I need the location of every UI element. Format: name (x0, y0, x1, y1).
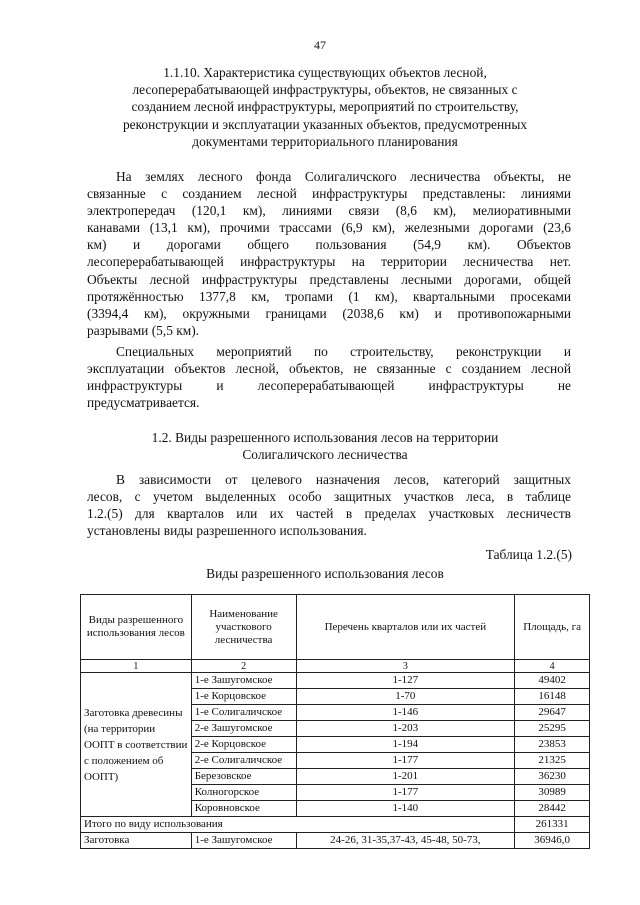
forestry-cell: 1-е Зашугомское (191, 833, 296, 849)
quarters-cell: 1-146 (296, 705, 515, 721)
forestry-cell: 1-е Корцовское (191, 689, 296, 705)
text-line: эксплуатации объектов лесной, объектов, не связанные с созданием лесной (87, 361, 571, 377)
header-area: Площадь, га (515, 595, 590, 660)
area-cell: 25295 (515, 721, 590, 737)
forestry-cell: 1-е Солигаличское (191, 705, 296, 721)
area-cell: 23853 (515, 737, 590, 753)
forestry-cell: Березовское (191, 769, 296, 785)
quarters-cell: 1-140 (296, 801, 515, 817)
text-line: разрывами (5,5 км). (87, 322, 200, 338)
quarters-cell: 1-201 (296, 769, 515, 785)
text-line: (3394,4 км), окружными границами (2038,6 км) и противопожарными (87, 305, 571, 321)
quarters-cell: 1-177 (296, 753, 515, 769)
total-row (81, 817, 590, 833)
header-use-type: Виды разрешенного использования лесов (81, 595, 192, 660)
text-line: Специальных мероприятий по строительству, реконструкции и (116, 344, 571, 359)
section-heading-permitted-use (90, 429, 560, 463)
forestry-cell: 2-е Солигаличское (191, 753, 296, 769)
paragraph-special-measures (87, 343, 571, 411)
column-number: 1 (81, 660, 192, 673)
text-line: км) и дорогами общего пользования (54,9 км). Объектов (87, 237, 571, 253)
heading-line: 1.1.10. Характеристика существующих объектов лесной, (163, 65, 487, 80)
permitted-use-table (80, 594, 590, 849)
forestry-cell: 2-е Корцовское (191, 737, 296, 753)
heading-line: реконструкции и эксплуатации указанных объектов, предусмотренных (122, 116, 528, 132)
table-row (81, 673, 590, 689)
heading-line: 1.2. Виды разрешенного использования лесов на территории (151, 430, 499, 445)
use-type-cell: Заготовка (81, 833, 192, 849)
header-forestry: Наименование участкового лесничества (191, 595, 296, 660)
section-heading-infrastructure (90, 64, 560, 150)
use-type-group-cell: Заготовка древесины (на территории ООПТ в соответствии с положением об ООПТ) (81, 673, 192, 817)
text-line: инфраструктуры и лесоперерабатывающей инфраструктуры не (87, 378, 571, 394)
table-header-row (81, 595, 590, 660)
forestry-cell: 1-е Зашугомское (191, 673, 296, 689)
page-number: 47 (314, 38, 326, 52)
text-line: предусматривается. (87, 395, 200, 411)
table-title: Виды разрешенного использования лесов (206, 566, 444, 581)
quarters-cell: 1-194 (296, 737, 515, 753)
table-number-label: Таблица 1.2.(5) (485, 547, 572, 562)
area-cell: 28442 (515, 801, 590, 817)
text-line: установлены виды разрешенного использования. (87, 523, 367, 539)
header-quarters: Перечень кварталов или их частей (296, 595, 515, 660)
heading-line: лесоперерабатывающей инфраструктуры, объектов, не связанных с (132, 82, 518, 98)
heading-line: документами территориального планирования (192, 133, 458, 149)
area-cell: 30989 (515, 785, 590, 801)
quarters-cell: 1-177 (296, 785, 515, 801)
area-cell: 21325 (515, 753, 590, 769)
quarters-cell: 1-203 (296, 721, 515, 737)
text-line: канавами (13,1 км), прочими трассами (6,9 км), железными дорогами (23,6 (87, 220, 571, 236)
column-number: 2 (191, 660, 296, 673)
total-value: 261331 (515, 817, 590, 833)
text-line: лесоперерабатывающей инфраструктуры на территории лесничества нет. (87, 254, 571, 270)
heading-line: Солигаличского лесничества (242, 447, 408, 463)
text-line: В зависимости от целевого назначения лесов, категорий защитных (116, 472, 571, 487)
forestry-cell: 2-е Зашугомское (191, 721, 296, 737)
area-cell: 36946,0 (515, 833, 590, 849)
quarters-cell: 24-26, 31-35,37-43, 45-48, 50-73, (296, 833, 515, 849)
text-line: связанные с созданием лесной инфраструктуры представлены: линиями (87, 186, 571, 202)
text-line: электропередач (120,1 км), линиями связи (8,6 км), мелиоративными (87, 203, 571, 219)
column-number: 3 (296, 660, 515, 673)
area-cell: 49402 (515, 673, 590, 689)
forestry-cell: Колногорское (191, 785, 296, 801)
text-line: лесов, с учетом выделенных особо защитных участков леса, в таблице (87, 489, 571, 505)
area-cell: 36230 (515, 769, 590, 785)
text-line: На землях лесного фонда Солигаличского лесничества объекты, не (116, 169, 571, 184)
text-line: Объекты лесной инфраструктуры представлены лесными дорогами, общей (87, 271, 571, 287)
quarters-cell: 1-127 (296, 673, 515, 689)
heading-line: созданием лесной инфраструктуры, мероприятий по строительству, (131, 99, 519, 115)
area-cell: 16148 (515, 689, 590, 705)
text-line: 1.2.(5) для кварталов или их частей в пределах участковых лесничеств (87, 506, 571, 522)
total-label: Итого по виду использования (81, 817, 515, 833)
forestry-cell: Коровновское (191, 801, 296, 817)
paragraph-infrastructure-objects (87, 168, 571, 339)
area-cell: 29647 (515, 705, 590, 721)
paragraph-permitted-use (87, 471, 571, 539)
quarters-cell: 1-70 (296, 689, 515, 705)
table-row (81, 833, 590, 849)
column-number-row (81, 660, 590, 673)
column-number: 4 (515, 660, 590, 673)
text-line: протяжённостью 1377,8 км, тропами (1 км), квартальными просеками (87, 288, 571, 304)
